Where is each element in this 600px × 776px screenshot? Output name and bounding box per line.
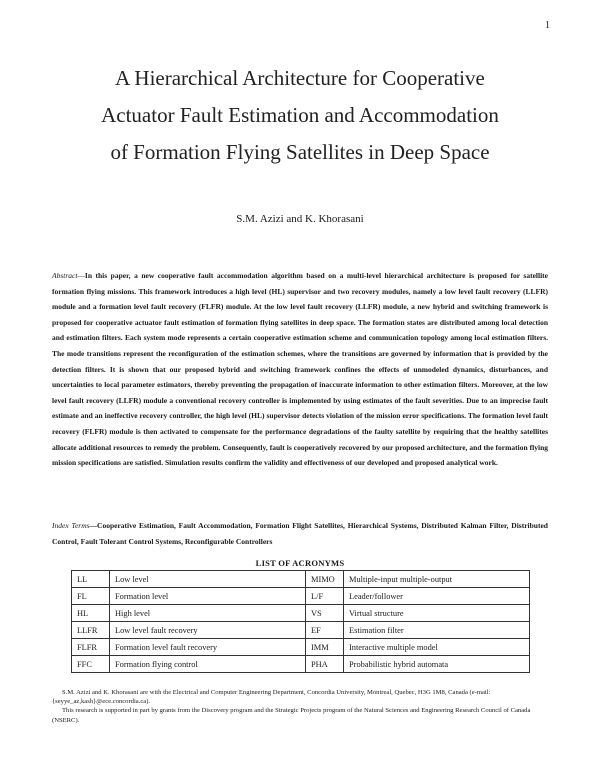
definition-cell: High level (110, 605, 306, 622)
paper-title (50, 60, 550, 171)
abstract-lead: Abstract (52, 271, 78, 280)
acronym-cell: VS (306, 605, 344, 622)
table-row (72, 571, 530, 588)
definition-cell: Estimation filter (344, 622, 530, 639)
table-row (72, 588, 530, 605)
title-line: Actuator Fault Estimation and Accommodation (101, 103, 499, 127)
acronym-cell: LLFR (72, 622, 110, 639)
definition-cell: Leader/follower (344, 588, 530, 605)
abstract (52, 268, 548, 471)
authors: S.M. Azizi and K. Khorasani (236, 213, 364, 225)
acronym-cell: FFC (72, 656, 110, 673)
acronym-cell: L/F (306, 588, 344, 605)
index-terms-text: —Cooperative Estimation, Fault Accommodation, Formation Flight Satellites, Hierarchical Systems, Distributed Kalman Filter, Distributed Control, Fault Tolerant Control Systems, Reconfigurable Controllers (52, 521, 548, 546)
acronym-cell: LL (72, 571, 110, 588)
footnote-affiliation: S.M. Azizi and K. Khorasani are with the Electrical and Computer Engineering Department, Concordia University, Montreal, Quebec, H3G 1M8, Canada (e-mail: {seyye_az,kash}@ece.concordia.ca). (52, 689, 491, 706)
title-line: of Formation Flying Satellites in Deep Space (110, 140, 490, 164)
index-terms (52, 518, 548, 549)
acronym-cell: FL (72, 588, 110, 605)
acronyms-table (71, 570, 530, 673)
title-line: A Hierarchical Architecture for Cooperative (115, 66, 485, 90)
acronym-cell: EF (306, 622, 344, 639)
definition-cell: Interactive multiple model (344, 639, 530, 656)
definition-cell: Formation flying control (110, 656, 306, 673)
footnote-funding: This research is supported in part by grants from the Discovery program and the Strategic Projects program of the Natural Sciences and Engineering Research Council of Canada (NSERC). (52, 707, 531, 724)
definition-cell: Multiple-input multiple-output (344, 571, 530, 588)
footnotes (52, 688, 548, 725)
acronym-cell: PHA (306, 656, 344, 673)
index-terms-lead: Index Terms (52, 521, 90, 530)
definition-cell: Low level fault recovery (110, 622, 306, 639)
definition-cell: Virtual structure (344, 605, 530, 622)
abstract-dash: — (77, 271, 85, 280)
acronym-cell: IMM (306, 639, 344, 656)
table-row (72, 622, 530, 639)
table-row (72, 656, 530, 673)
acronym-cell: MIMO (306, 571, 344, 588)
definition-cell: Formation level fault recovery (110, 639, 306, 656)
acronym-cell: FLFR (72, 639, 110, 656)
definition-cell: Formation level (110, 588, 306, 605)
table-row (72, 605, 530, 622)
definition-cell: Probabilistic hybrid automata (344, 656, 530, 673)
page-number: 1 (545, 20, 550, 31)
abstract-text: In this paper, a new cooperative fault accommodation algorithm based on a multi-level hierarchical architecture is proposed for satellite formation flying missions. This framework introduces a high level (HL) supervisor and two recovery modules, namely a low level fault recovery (LLFR) module and a formation level fault recovery (FLFR) module. At the low level fault recovery (LLFR) module, a new hybrid and switching framework is proposed for cooperative actuator fault estimation of formation flying satellites in deep space. The formation states are distributed among local detection and estimation filters. Each system mode represents a certain cooperative estimation scheme and communication topology among local estimation filters. The mode transitions represent the reconfiguration of the estimation schemes, where the transitions are governed by information that is provided by the detection filters. It is shown that our proposed hybrid and switching framework confines the effects of unmodeled dynamics, disturbances, and uncertainties to local parameter estimators, thereby preventing the propagation of inaccurate information to other estimation filters. Moreover, at the low level fault recovery (LLFR) module a conventional recovery controller is implemented by using estimates of the fault severities. Due to an imprecise fault estimate and an ineffective recovery controller, the high level (HL) supervisor detects violation of the mission error specifications. The formation level fault recovery (FLFR) module is then activated to compensate for the performance degradations of the faulty satellite by requiring that the healthy satellites allocate additional resources to remedy the problem. Consequently, fault is cooperatively recovered by our proposed architecture, and the formation flying mission specifications are satisfied. Simulation results confirm the validity and effectiveness of our developed and proposed analytical work. (52, 271, 548, 468)
definition-cell: Low level (110, 571, 306, 588)
acronym-cell: HL (72, 605, 110, 622)
table-row (72, 639, 530, 656)
acronyms-title: LIST OF ACRONYMS (255, 558, 345, 568)
